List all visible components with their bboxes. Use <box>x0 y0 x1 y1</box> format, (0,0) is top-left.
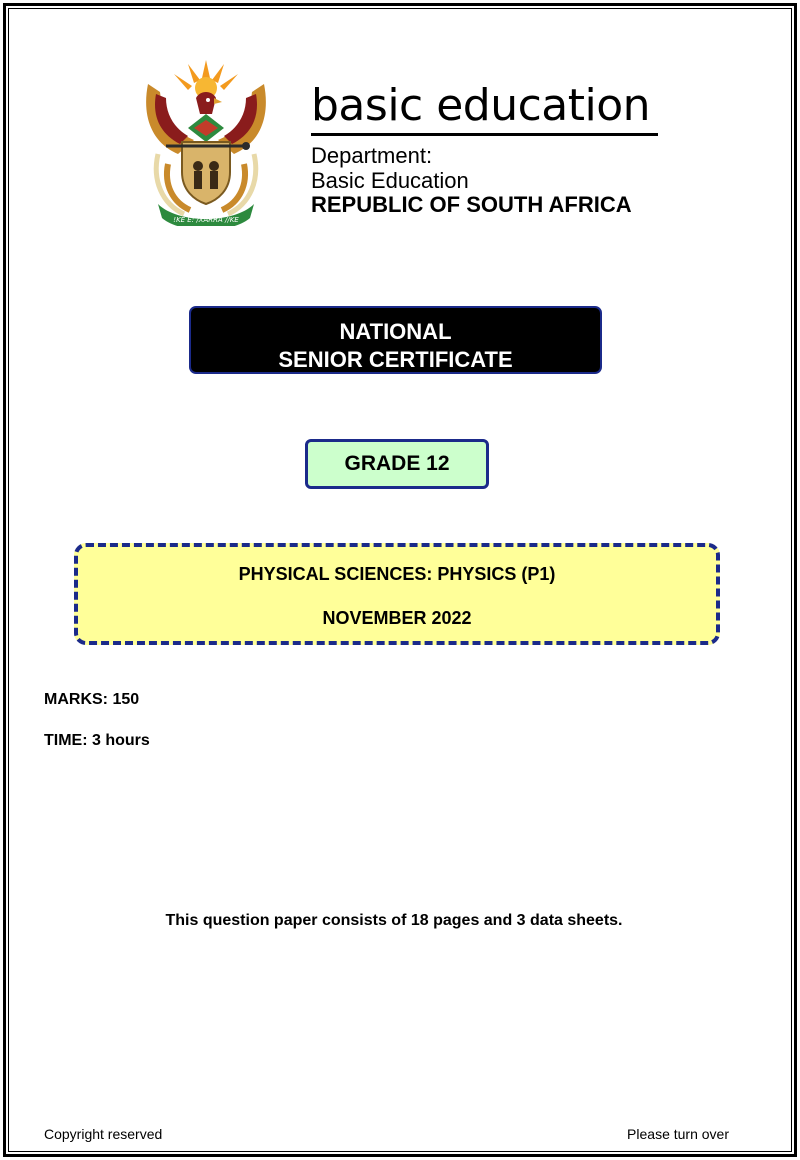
grade-badge: GRADE 12 <box>305 439 489 489</box>
copyright-footer: Copyright reserved <box>44 1126 163 1142</box>
pages-note: This question paper consists of 18 pages and 3 data sheets. <box>165 912 623 929</box>
brand-divider <box>311 133 658 136</box>
certificate-line-2: SENIOR CERTIFICATE <box>278 347 513 372</box>
exam-date: NOVEMBER 2022 <box>322 608 472 628</box>
svg-text:!KE E: /XARRA //KE: !KE E: /XARRA //KE <box>173 216 239 224</box>
coat-of-arms-logo <box>138 54 274 226</box>
turn-over-footer: Please turn over <box>627 1126 729 1142</box>
certificate-line-1: NATIONAL <box>339 319 452 344</box>
subject-panel <box>74 543 720 645</box>
department-label: Department: <box>311 143 433 168</box>
country-name: REPUBLIC OF SOUTH AFRICA <box>311 192 632 217</box>
time-info: TIME: 3 hours <box>44 732 150 749</box>
brand-title: basic education <box>311 80 651 131</box>
certificate-banner <box>189 306 602 374</box>
department-name: Basic Education <box>311 168 469 193</box>
subject-title: PHYSICAL SCIENCES: PHYSICS (P1) <box>238 564 556 584</box>
marks-info: MARKS: 150 <box>44 691 140 708</box>
